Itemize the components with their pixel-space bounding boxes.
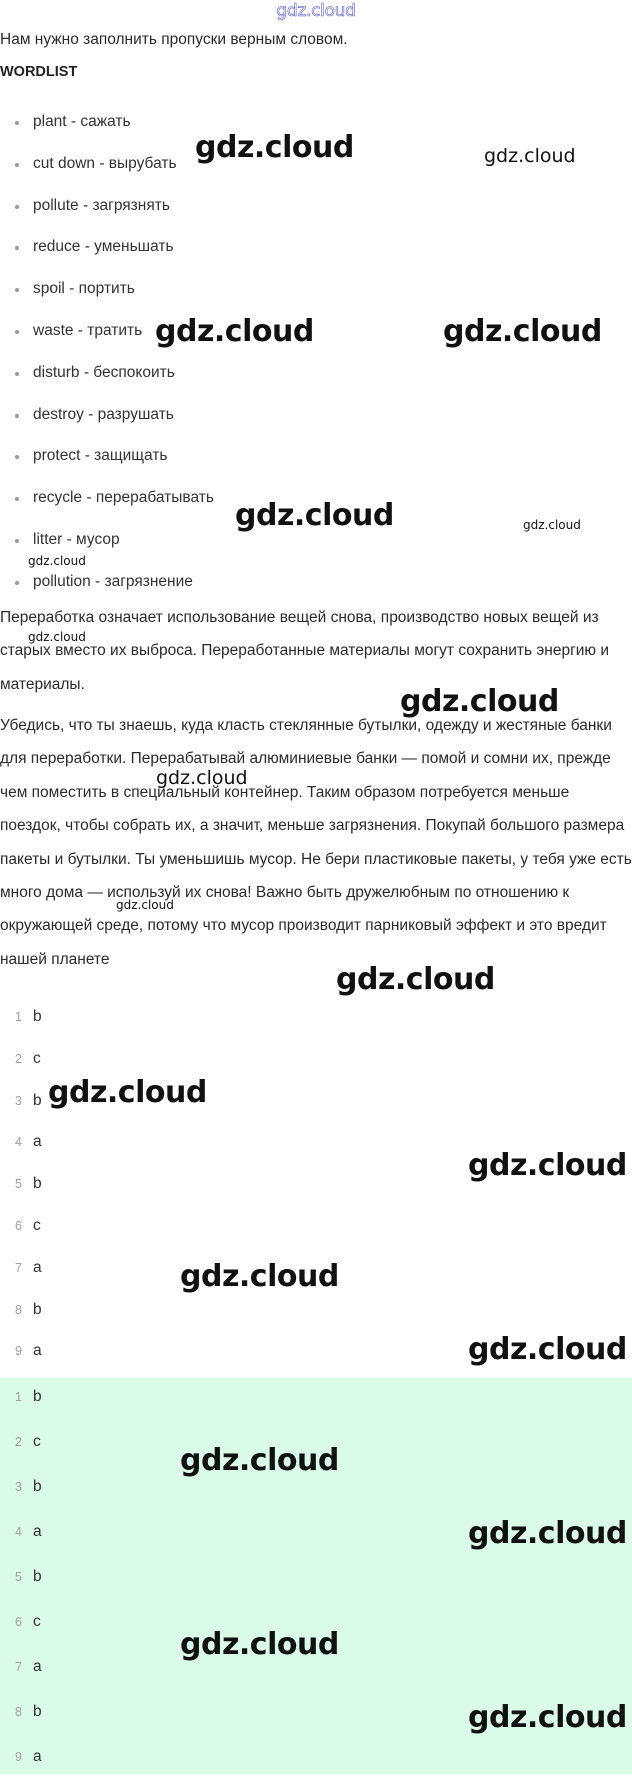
list-item: pollute - загрязнять <box>0 196 214 238</box>
answer-value: a <box>33 1133 42 1151</box>
watermark: gdz.cloud <box>235 498 394 533</box>
answer-value: a <box>33 1342 42 1360</box>
list-item: cut down - вырубать <box>0 154 214 196</box>
bullet-icon <box>15 455 19 459</box>
answer-number: 2 <box>15 1435 22 1449</box>
watermark: gdz.cloud <box>523 518 581 532</box>
answer-row <box>0 1007 632 1049</box>
list-item: spoil - портить <box>0 279 214 321</box>
list-item: reduce - уменьшать <box>0 237 214 279</box>
list-item: pollution - загрязнение <box>0 572 214 614</box>
answer-value: c <box>33 1613 41 1630</box>
answer-number: 2 <box>15 1051 22 1066</box>
answer-number: 9 <box>15 1344 22 1359</box>
bullet-icon <box>15 330 19 334</box>
list-item: disturb - беспокоить <box>0 363 214 405</box>
answer-value: a <box>33 1258 42 1276</box>
answer-number: 7 <box>15 1260 22 1275</box>
watermark: gdz.cloud <box>443 314 602 349</box>
answer-number: 6 <box>15 1615 22 1629</box>
answer-value: c <box>33 1216 41 1234</box>
bullet-icon <box>15 581 19 585</box>
watermark: gdz.cloud <box>28 554 86 568</box>
wordlist-heading: WORDLIST <box>0 64 78 80</box>
answer-number: 4 <box>15 1525 22 1539</box>
answer-row <box>0 1747 632 1792</box>
answer-list <box>0 1007 632 1383</box>
answer-number: 9 <box>15 1750 22 1764</box>
answer-number: 7 <box>15 1660 22 1674</box>
watermark: gdz.cloud <box>484 145 576 167</box>
answer-number: 1 <box>15 1390 22 1404</box>
bullet-icon <box>15 414 19 418</box>
answer-row <box>0 1657 632 1702</box>
site-logo[interactable]: gdz.cloud <box>276 1 356 21</box>
list-item: waste - тратить <box>0 321 214 363</box>
list-item: litter - мусор <box>0 530 214 572</box>
bullet-icon <box>15 163 19 167</box>
watermark: gdz.cloud <box>195 130 354 165</box>
watermark: gdz.cloud <box>180 1443 339 1478</box>
answer-number: 8 <box>15 1705 22 1719</box>
bullet-icon <box>15 246 19 250</box>
answer-number: 5 <box>15 1177 22 1192</box>
watermark: gdz.cloud <box>468 1516 627 1551</box>
watermark: gdz.cloud <box>28 630 86 644</box>
answer-value: a <box>33 1748 42 1765</box>
answer-row <box>0 1216 632 1258</box>
watermark: gdz.cloud <box>336 962 495 997</box>
answer-row <box>0 1567 632 1612</box>
watermark: gdz.cloud <box>48 1075 207 1110</box>
answer-number: 6 <box>15 1218 22 1233</box>
answer-value: b <box>33 1175 42 1193</box>
answer-value: b <box>33 1091 42 1109</box>
answer-value: c <box>33 1049 41 1067</box>
answer-row <box>0 1387 632 1432</box>
wordlist <box>0 112 214 614</box>
watermark: gdz.cloud <box>180 1627 339 1662</box>
paragraph-tips: Убедись, что ты знаешь, куда класть стеклянные бутылки, одежду и жестяные банки для переработки. Перерабатывай алюминиевые банки — помой и сомни их, прежде чем поместить в специальный контейнер. Таким образом потребуется меньше поездок, чтобы собрать их, а значит, меньше загрязнения. Покупай большого размера пакеты и бутылки. Ты уменьшишь мусор. Не бери пластиковые пакеты, у тебя уже есть много дома — используй их снова! Важно быть дружелюбным по отношению к окружающей среде, потому что мусор производит парниковый эффект и это вредит нашей планете <box>0 717 632 968</box>
answer-number: 3 <box>15 1480 22 1494</box>
bullet-icon <box>15 497 19 501</box>
list-item: destroy - разрушать <box>0 405 214 447</box>
watermark: gdz.cloud <box>155 314 314 349</box>
answer-value: c <box>33 1433 41 1450</box>
bullet-icon <box>15 372 19 376</box>
watermark: gdz.cloud <box>468 1148 627 1183</box>
answer-number: 8 <box>15 1302 22 1317</box>
watermark: gdz.cloud <box>180 1259 339 1294</box>
answer-value: a <box>33 1658 42 1675</box>
list-item: recycle - перерабатывать <box>0 488 214 530</box>
paragraph-recycling: Переработка означает использование вещей снова, производство новых вещей из старых вместо их выброса. Переработанные материалы могут сохранить энергию и материалы. <box>0 609 610 693</box>
bullet-icon <box>15 205 19 209</box>
answer-number: 3 <box>15 1093 22 1108</box>
intro-text: Нам нужно заполнить пропуски верным словом. <box>0 31 348 48</box>
answer-number: 5 <box>15 1570 22 1584</box>
watermark: gdz.cloud <box>400 684 559 719</box>
answer-value: b <box>33 1703 42 1720</box>
watermark: gdz.cloud <box>468 1700 627 1735</box>
bullet-icon <box>15 539 19 543</box>
watermark: gdz.cloud <box>468 1332 627 1367</box>
list-item: plant - сажать <box>0 112 214 154</box>
answer-value: b <box>33 1008 42 1025</box>
list-item: protect - защищать <box>0 446 214 488</box>
answer-value: b <box>33 1300 42 1318</box>
answer-value: a <box>33 1523 42 1540</box>
answer-value: b <box>33 1478 42 1495</box>
bullet-icon <box>15 121 19 125</box>
answer-value: b <box>33 1568 42 1585</box>
bullet-icon <box>15 288 19 292</box>
watermark: gdz.cloud <box>116 898 174 912</box>
answer-number: 1 <box>15 1010 22 1024</box>
answer-value: b <box>33 1388 42 1405</box>
answer-number: 4 <box>15 1135 22 1150</box>
watermark: gdz.cloud <box>156 767 248 789</box>
